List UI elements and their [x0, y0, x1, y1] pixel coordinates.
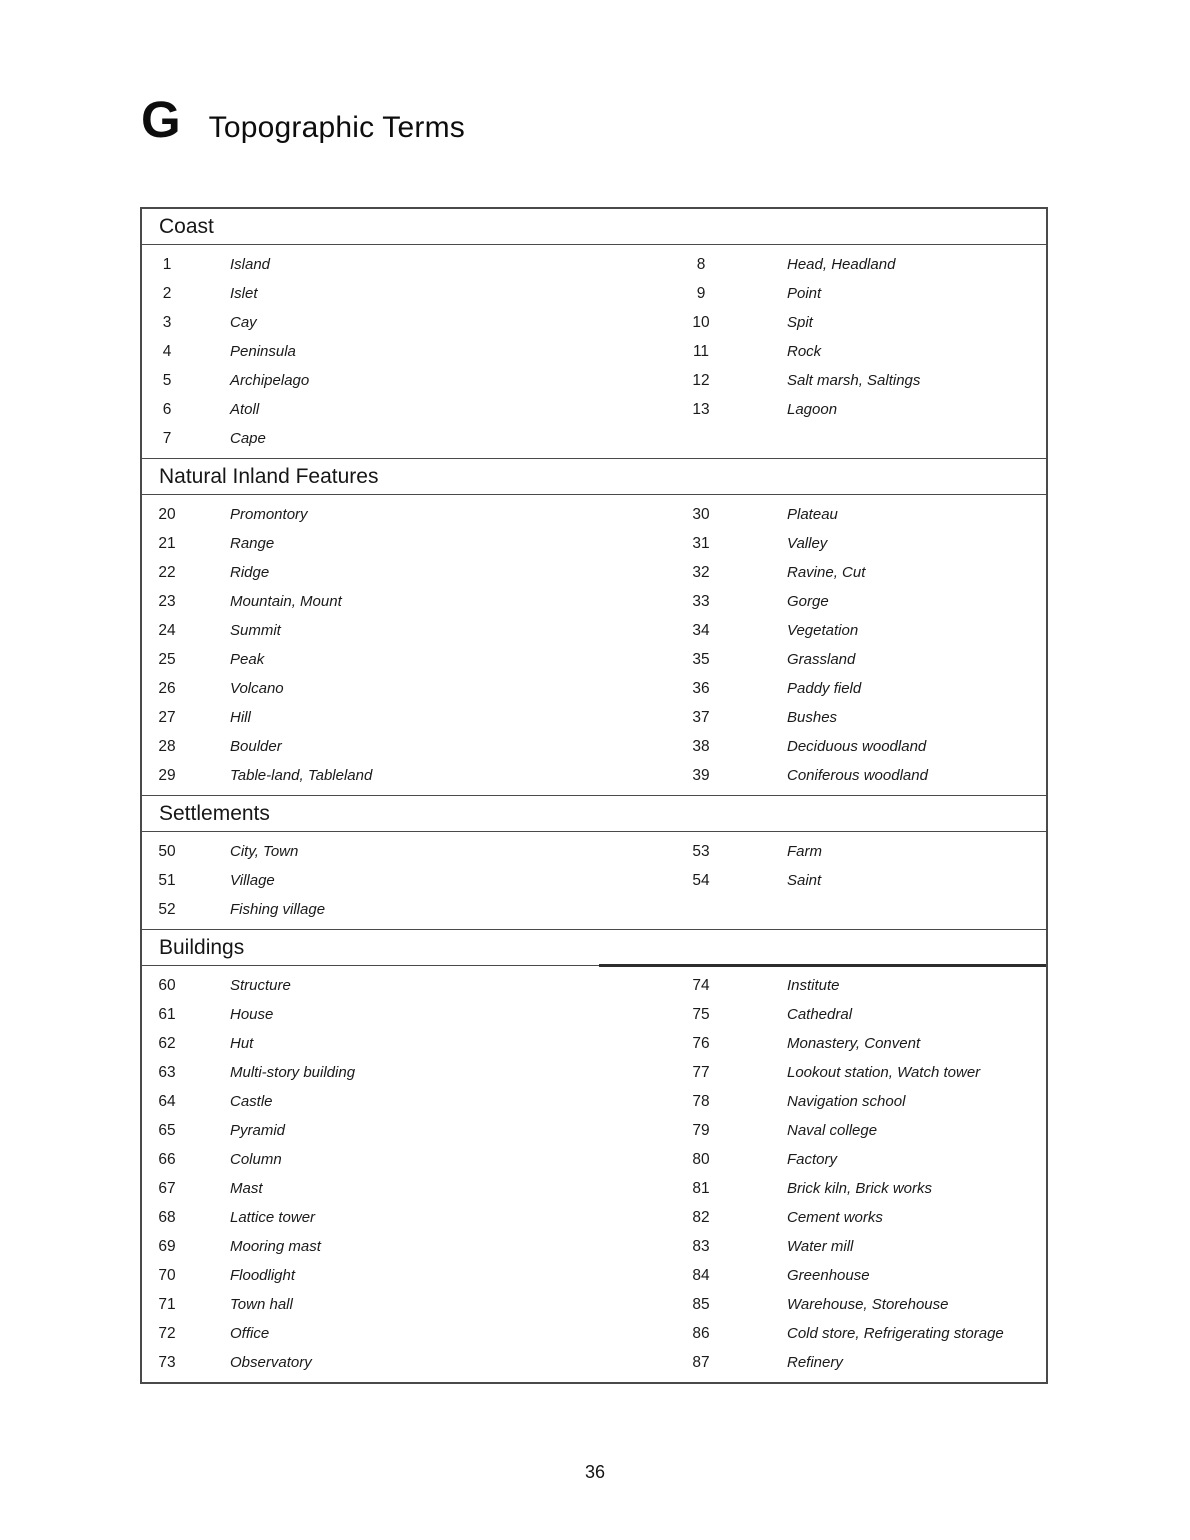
term-row — [594, 1116, 1046, 1145]
term-label: Pyramid — [230, 1122, 286, 1139]
term-number: 67 — [158, 1179, 176, 1197]
term-number: 69 — [158, 1237, 176, 1255]
term-label: Islet — [230, 285, 258, 302]
term-number: 66 — [158, 1150, 176, 1168]
term-number: 3 — [162, 313, 172, 331]
term-label: Table-land, Tableland — [230, 767, 373, 784]
term-label: Saint — [787, 872, 822, 889]
term-label: Hut — [230, 1035, 254, 1052]
term-row — [594, 616, 1046, 645]
chapter-heading — [141, 91, 465, 148]
term-column-right — [594, 971, 1046, 1377]
term-number: 54 — [692, 871, 710, 889]
term-row — [142, 1000, 594, 1029]
term-label: Archipelago — [230, 372, 310, 389]
term-row — [594, 308, 1046, 337]
term-row — [594, 674, 1046, 703]
term-row — [594, 366, 1046, 395]
term-number: 61 — [158, 1005, 176, 1023]
term-row — [594, 337, 1046, 366]
term-row — [142, 1145, 594, 1174]
term-label: Warehouse, Storehouse — [787, 1296, 949, 1313]
term-row — [142, 337, 594, 366]
section-header-natural-inland-features — [142, 458, 1046, 495]
term-number: 29 — [158, 766, 176, 784]
term-label: Factory — [787, 1151, 838, 1168]
term-label: Cay — [230, 314, 257, 331]
term-label: Cold store, Refrigerating storage — [787, 1325, 1004, 1342]
term-row — [142, 1290, 594, 1319]
term-row — [594, 971, 1046, 1000]
term-number: 31 — [692, 534, 710, 552]
term-label: Castle — [230, 1093, 273, 1110]
term-label: Mast — [230, 1180, 263, 1197]
term-row — [142, 529, 594, 558]
term-number: 30 — [692, 505, 710, 523]
term-label: Greenhouse — [787, 1267, 870, 1284]
term-label: Peninsula — [230, 343, 296, 360]
term-label: Island — [230, 256, 271, 273]
term-number: 84 — [692, 1266, 710, 1284]
term-label: Lagoon — [787, 401, 838, 418]
term-row — [142, 308, 594, 337]
term-row — [142, 703, 594, 732]
term-number: 79 — [692, 1121, 710, 1139]
term-column-right — [594, 250, 1046, 453]
term-number: 80 — [692, 1150, 710, 1168]
term-label: Hill — [230, 709, 251, 726]
term-row — [142, 674, 594, 703]
term-label: Navigation school — [787, 1093, 906, 1110]
term-row — [142, 616, 594, 645]
term-label: Monastery, Convent — [787, 1035, 921, 1052]
term-row — [142, 279, 594, 308]
term-row — [142, 895, 594, 924]
term-number: 70 — [158, 1266, 176, 1284]
term-row — [594, 1203, 1046, 1232]
term-row — [594, 1058, 1046, 1087]
term-label: Multi-story building — [230, 1064, 356, 1081]
term-number: 78 — [692, 1092, 710, 1110]
term-number: 52 — [158, 900, 176, 918]
term-number: 77 — [692, 1063, 710, 1081]
term-number: 23 — [158, 592, 176, 610]
section-title: Natural Inland Features — [159, 464, 379, 488]
term-number: 13 — [692, 400, 710, 418]
term-label: Vegetation — [787, 622, 859, 639]
term-label: Volcano — [230, 680, 284, 697]
term-number: 11 — [692, 342, 710, 360]
term-row — [594, 703, 1046, 732]
term-number: 2 — [162, 284, 172, 302]
term-label: Peak — [230, 651, 265, 668]
term-label: Ravine, Cut — [787, 564, 866, 581]
section-header-buildings — [142, 929, 1046, 966]
term-number: 81 — [692, 1179, 710, 1197]
term-number: 12 — [692, 371, 710, 389]
term-number: 85 — [692, 1295, 710, 1313]
term-column-left — [142, 971, 594, 1377]
term-number: 33 — [692, 592, 710, 610]
term-number: 9 — [696, 284, 706, 302]
term-row — [142, 1116, 594, 1145]
section-body-coast — [142, 245, 1046, 458]
term-number: 63 — [158, 1063, 176, 1081]
term-number: 64 — [158, 1092, 176, 1110]
term-label: City, Town — [230, 843, 299, 860]
term-number: 26 — [158, 679, 176, 697]
term-number: 1 — [162, 255, 172, 273]
term-label: Boulder — [230, 738, 282, 755]
term-row — [142, 732, 594, 761]
term-row — [594, 1261, 1046, 1290]
term-label: Observatory — [230, 1354, 312, 1371]
term-label: Institute — [787, 977, 840, 994]
term-row — [142, 1174, 594, 1203]
term-label: Lookout station, Watch tower — [787, 1064, 981, 1081]
term-number: 51 — [158, 871, 176, 889]
term-number: 72 — [158, 1324, 176, 1342]
section-body-settlements — [142, 832, 1046, 929]
term-number: 36 — [692, 679, 710, 697]
term-number: 4 — [162, 342, 172, 360]
term-row — [594, 395, 1046, 424]
term-number: 83 — [692, 1237, 710, 1255]
term-label: Grassland — [787, 651, 856, 668]
term-label: Plateau — [787, 506, 838, 523]
term-label: Brick kiln, Brick works — [787, 1180, 933, 1197]
section-title: Coast — [159, 214, 214, 238]
term-number: 6 — [162, 400, 172, 418]
term-row — [142, 424, 594, 453]
term-number: 75 — [692, 1005, 710, 1023]
section-body-natural-inland-features — [142, 495, 1046, 795]
term-number: 8 — [696, 255, 706, 273]
term-number: 62 — [158, 1034, 176, 1052]
term-row — [594, 866, 1046, 895]
term-column-left — [142, 837, 594, 924]
term-row — [594, 1174, 1046, 1203]
term-row — [594, 645, 1046, 674]
term-row — [142, 837, 594, 866]
term-label: Cement works — [787, 1209, 883, 1226]
term-row — [594, 1232, 1046, 1261]
term-row — [142, 1348, 594, 1377]
term-number: 38 — [692, 737, 710, 755]
term-row — [142, 1029, 594, 1058]
section-title: Settlements — [159, 801, 270, 825]
term-label: Town hall — [230, 1296, 293, 1313]
term-column-right — [594, 500, 1046, 790]
term-label: Bushes — [787, 709, 838, 726]
term-row — [142, 587, 594, 616]
term-row — [594, 250, 1046, 279]
term-label: Mooring mast — [230, 1238, 321, 1255]
term-row — [142, 250, 594, 279]
term-number: 28 — [158, 737, 176, 755]
term-row — [594, 587, 1046, 616]
term-number: 50 — [158, 842, 176, 860]
term-row — [142, 1232, 594, 1261]
term-label: Cape — [230, 430, 266, 447]
term-row — [594, 761, 1046, 790]
term-column-left — [142, 250, 594, 453]
term-number: 82 — [692, 1208, 710, 1226]
term-number: 21 — [158, 534, 176, 552]
term-label: Floodlight — [230, 1267, 296, 1284]
term-label: Ridge — [230, 564, 270, 581]
term-row — [594, 1087, 1046, 1116]
term-row — [142, 1203, 594, 1232]
section-header-settlements — [142, 795, 1046, 832]
term-row — [142, 761, 594, 790]
scan-artifact-line — [599, 964, 1046, 967]
term-label: Paddy field — [787, 680, 862, 697]
term-row — [142, 1319, 594, 1348]
term-label: Lattice tower — [230, 1209, 316, 1226]
term-number: 25 — [158, 650, 176, 668]
term-label: Farm — [787, 843, 822, 860]
term-row — [594, 529, 1046, 558]
term-label: Point — [787, 285, 822, 302]
term-row — [594, 837, 1046, 866]
term-label: Naval college — [787, 1122, 878, 1139]
term-number: 32 — [692, 563, 710, 581]
term-label: Refinery — [787, 1354, 843, 1371]
term-number: 22 — [158, 563, 176, 581]
term-row — [594, 279, 1046, 308]
term-number: 37 — [692, 708, 710, 726]
term-row — [142, 1261, 594, 1290]
chapter-letter: G — [141, 91, 181, 148]
term-label: Head, Headland — [787, 256, 896, 273]
term-label: Gorge — [787, 593, 829, 610]
term-row — [594, 1145, 1046, 1174]
term-number: 68 — [158, 1208, 176, 1226]
term-label: Water mill — [787, 1238, 854, 1255]
term-row — [142, 1087, 594, 1116]
term-label: Column — [230, 1151, 282, 1168]
term-row — [594, 1000, 1046, 1029]
term-label: Structure — [230, 977, 291, 994]
page-number: 36 — [584, 1462, 606, 1482]
term-number: 86 — [692, 1324, 710, 1342]
term-number: 74 — [692, 976, 710, 994]
term-label: Mountain, Mount — [230, 593, 342, 610]
term-number: 7 — [162, 429, 172, 447]
term-row — [142, 500, 594, 529]
term-label: Deciduous woodland — [787, 738, 927, 755]
term-label: Office — [230, 1325, 270, 1342]
term-number: 27 — [158, 708, 176, 726]
term-number: 71 — [158, 1295, 176, 1313]
term-row — [142, 395, 594, 424]
term-label: Spit — [787, 314, 813, 331]
term-column-right — [594, 837, 1046, 924]
term-label: Coniferous woodland — [787, 767, 928, 784]
term-row — [142, 1058, 594, 1087]
section-header-coast — [142, 209, 1046, 245]
term-label: Fishing village — [230, 901, 326, 918]
term-number: 34 — [692, 621, 710, 639]
term-row — [142, 971, 594, 1000]
term-label: Village — [230, 872, 275, 889]
term-row — [142, 645, 594, 674]
term-row — [594, 1348, 1046, 1377]
term-number: 39 — [692, 766, 710, 784]
term-number: 60 — [158, 976, 176, 994]
term-number: 35 — [692, 650, 710, 668]
term-label: Cathedral — [787, 1006, 853, 1023]
term-row — [594, 1319, 1046, 1348]
section-body-buildings — [142, 966, 1046, 1382]
term-row — [142, 866, 594, 895]
topographic-terms-table — [140, 207, 1048, 1384]
term-label: Valley — [787, 535, 828, 552]
term-label: Salt marsh, Saltings — [787, 372, 921, 389]
term-label: Range — [230, 535, 275, 552]
term-label: Promontory — [230, 506, 308, 523]
term-number: 20 — [158, 505, 176, 523]
term-number: 76 — [692, 1034, 710, 1052]
term-row — [594, 1290, 1046, 1319]
term-label: Rock — [787, 343, 822, 360]
term-row — [594, 500, 1046, 529]
term-row — [594, 558, 1046, 587]
section-title: Buildings — [159, 935, 245, 959]
term-number: 65 — [158, 1121, 176, 1139]
term-number: 87 — [692, 1353, 710, 1371]
term-number: 24 — [158, 621, 176, 639]
term-row — [142, 366, 594, 395]
term-row — [142, 558, 594, 587]
term-number: 5 — [162, 371, 172, 389]
term-label: Atoll — [230, 401, 260, 418]
term-number: 10 — [692, 313, 710, 331]
term-row — [594, 732, 1046, 761]
term-row — [594, 1029, 1046, 1058]
term-number: 73 — [158, 1353, 176, 1371]
term-label: Summit — [230, 622, 281, 639]
term-label: House — [230, 1006, 274, 1023]
page-title: Topographic Terms — [208, 111, 465, 144]
term-column-left — [142, 500, 594, 790]
term-number: 53 — [692, 842, 710, 860]
